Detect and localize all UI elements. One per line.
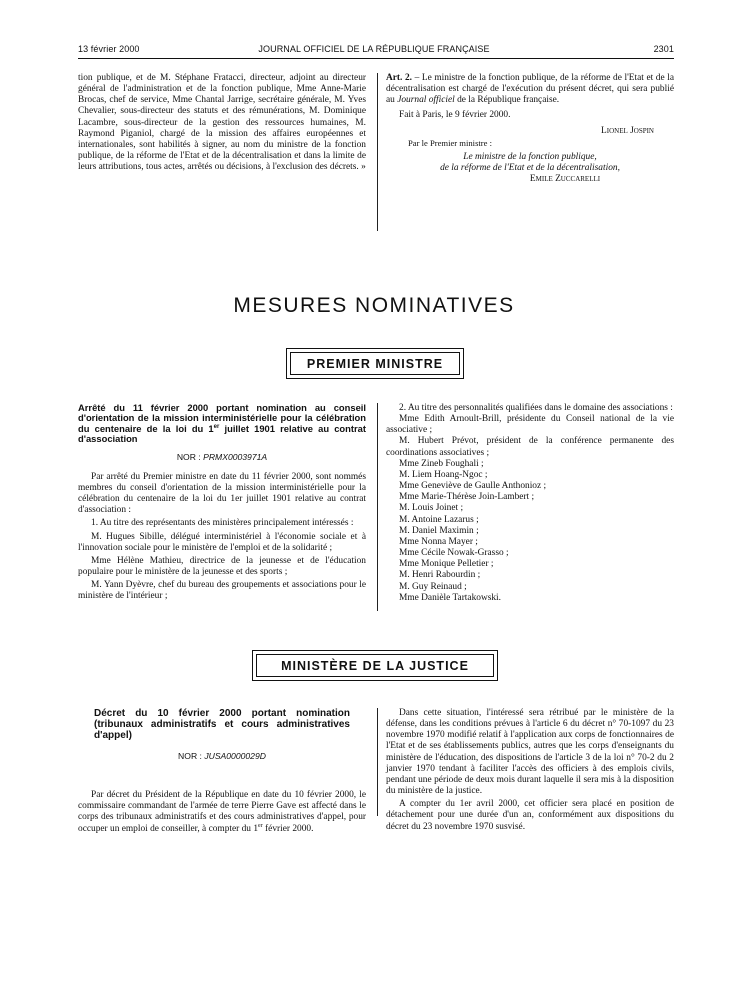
list-item: M. Guy Reinaud ; [399, 581, 467, 592]
arrete-paragraph: 2. Au titre des personnalités qualifiées dans le domaine des associations : [399, 403, 673, 413]
arrete-paragraph: M. Yann Dyèvre, chef du bureau des groupements et associations pour le ministère de l'intérieur ; [78, 580, 366, 602]
list-item: Mme Zineb Foughali ; [399, 458, 484, 469]
header-date: 13 février 2000 [78, 44, 140, 54]
article-label: Art. 2. [386, 73, 413, 83]
list-item: Mme Cécile Nowak-Grasso ; [399, 548, 509, 559]
arrete-paragraph: Par arrêté du Premier ministre en date du 11 février 2000, sont nommés membres du conseil d'orientation de la mission interministérielle pour la célébration du centenaire de la loi du 1er juillet 1901 relative au contrat d'association : [78, 471, 366, 516]
list-item: M. Henri Rabourdin ; [399, 570, 481, 581]
list-item: M. Liem Hoang-Ngoc ; [399, 469, 488, 480]
list-item: M. Daniel Maximin ; [399, 525, 479, 536]
top-right-column [386, 73, 674, 185]
arrete-title: Arrêté du 11 février 2000 portant nomination au conseil d'orientation de la mission interministérielle pour la célébration du centenaire de la loi du 1er juillet 1901 relative au contrat d'association [78, 402, 366, 445]
arrete-column-left [78, 403, 366, 603]
top-left-column [78, 73, 366, 173]
header-journal: JOURNAL OFFICIEL DE LA RÉPUBLIQUE FRANÇAISE [258, 44, 490, 54]
arrete-paragraph: M. Hugues Sibille, délégué interministériel à l'économie sociale et à l'innovation sociale pour le ministère de l'emploi et de la solidarité ; [78, 531, 366, 553]
list-item: Mme Nonna Mayer ; [399, 536, 478, 547]
qualified-persons-list [386, 459, 674, 604]
list-item: M. Louis Joinet ; [399, 503, 464, 514]
column-divider [377, 73, 378, 231]
arrete-paragraph: 1. Au titre des représentants des ministères principalement intéressés : [91, 518, 354, 529]
list-item: Mme Danièle Tartakowski. [399, 592, 502, 603]
section-box-ministere-justice [252, 650, 498, 681]
minister-name: Emile Zuccarelli [529, 174, 601, 185]
section-box-title: MINISTÈRE DE LA JUSTICE [256, 654, 494, 677]
column-divider [377, 708, 378, 816]
decret-column-right [386, 708, 674, 833]
section-box-premier-ministre [286, 348, 464, 379]
fait-a-paris: Fait à Paris, le 9 février 2000. [399, 110, 511, 121]
decret-title: Décret du 10 février 2000 portant nomination (tribunaux administratifs et cours administratives d'appel) [94, 708, 350, 741]
arrete-paragraph: M. Hubert Prévot, président de la conférence permanente des coordinations associatives ; [386, 436, 674, 458]
minister-title-line-1: Le ministre de la fonction publique, [463, 151, 597, 162]
section-box-title: PREMIER MINISTRE [290, 352, 460, 375]
column-divider [377, 403, 378, 611]
decret-paragraph: A compter du 1er avril 2000, cet officier sera placé en position de détachement pour une durée d'un an, conformément aux dispositions du décret du 23 novembre 1970 susvisé. [386, 799, 674, 832]
list-item: Mme Monique Pelletier ; [399, 559, 494, 570]
decret-column-left [78, 708, 366, 835]
arrete-column-right [386, 403, 674, 604]
section-heading-mesures-nominatives: MESURES NOMINATIVES [233, 294, 515, 317]
list-item: Mme Geneviève de Gaulle Anthonioz ; [399, 481, 547, 492]
header-page-number: 2301 [653, 44, 674, 54]
nor-reference: NOR : JUSA0000029D [178, 751, 266, 761]
decret-paragraph: Dans cette situation, l'intéressé sera rétribué par le ministère de la défense, dans les conditions prévues à l'article 6 du décret n° 70-1097 du 23 novembre 1970 modifié relatif à l'application aux corps de fonctionnaires de l'Etat et de ses établissements publics, autres que les corps d'enseignants du ministère de l'éducation, des dispositions de l'article 3 de la loi n° 70-2 du 2 janvier 1970 tendant à faciliter l'accès des officiers à des emplois civils, pendant une période de deux mois durant laquelle il sera mis à la disposition du ministère de la justice. [386, 708, 674, 797]
decret-paragraph: Par décret du Président de la République en date du 10 février 2000, le commissaire commandant de l'armée de terre Pierre Gave est affecté dans le corps des tribunaux administratifs et des cours administratives d'appel, pour occuper un emploi de conseiller, à compter du 1er février 2000. [78, 790, 366, 834]
signatory-name: Lionel Jospin [601, 125, 654, 136]
arrete-paragraph: Mme Hélène Mathieu, directrice de la jeunesse et de l'éducation populaire pour le ministère de la jeunesse et des sports ; [78, 555, 366, 578]
par-le-premier-ministre: Par le Premier ministre : [408, 137, 493, 148]
arrete-paragraph: Mme Edith Arnoult-Brill, présidente du Conseil national de la vie associative ; [386, 414, 674, 436]
header-rule [78, 58, 674, 59]
nor-reference: NOR : PRMX0003971A [176, 451, 268, 462]
list-item: Mme Marie-Thérèse Join-Lambert ; [399, 492, 535, 503]
minister-title-line-2: de la réforme de l'Etat et de la décentralisation, [440, 163, 620, 174]
continued-paragraph: tion publique, et de M. Stéphane Fratacci, directeur, adjoint au directeur général de l'administration et de la fonction publique, Mme Anne-Marie Brocas, chef de service, Mme Chantal Jarrige, secrétaire générale, M. Yves Chevalier, sous-directeur des statuts et des rémunérations, M. Dominique Lacambre, sous-directeur de la gestion des ressources humaines, M. Raymond Piganiol, chargé de la mission des affaires européennes et internationales, sont habilités à signer, au nom du ministre de la fonction publique, de la réforme de l'Etat et de la décentralisation et dans la limite de leurs attributions, tous actes, arrêtés ou décisions, à l'exclusion des décrets. » [78, 73, 366, 173]
list-item: M. Antoine Lazarus ; [399, 514, 479, 525]
article-2: Art. 2. – Le ministre de la fonction publique, de la réforme de l'Etat et de la décentralisation est chargé de l'exécution du présent décret, qui sera publié au Journal officiel de la République française. [386, 73, 674, 106]
